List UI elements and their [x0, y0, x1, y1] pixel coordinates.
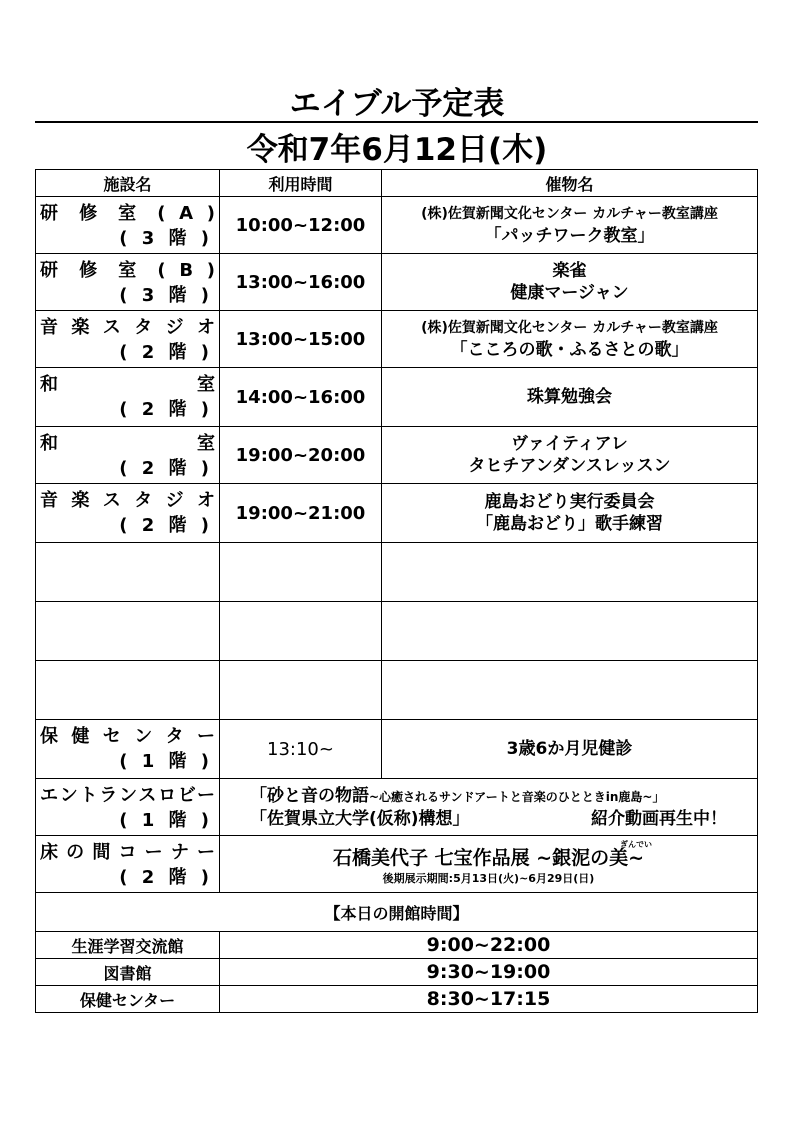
- empty-cell: [382, 661, 758, 720]
- hours-time: 9:30~19:00: [220, 959, 758, 986]
- empty-cell: [382, 543, 758, 602]
- facility-floor: ( 2 階 ): [119, 399, 213, 420]
- entrance-project: 「佐賀県立大学(仮称)構想」: [250, 808, 470, 829]
- empty-row: [36, 602, 758, 661]
- facility-floor: ( 1 階 ): [119, 751, 213, 772]
- hours-facility: 保健センター: [36, 986, 220, 1013]
- schedule-date: 令和7年6月12日(木): [246, 132, 548, 168]
- hours-row: [36, 986, 758, 1013]
- title-divider: [35, 121, 758, 123]
- facility-floor: ( 2 階 ): [119, 342, 213, 363]
- facility-cell: [36, 779, 220, 836]
- entrance-title: 「砂と音の物語: [250, 785, 369, 806]
- hours-row: [36, 932, 758, 959]
- time-cell: 10:00~12:00: [220, 197, 382, 254]
- event-cell: [382, 254, 758, 311]
- table-row: [36, 368, 758, 427]
- facility-cell: [36, 484, 220, 543]
- header-time: 利用時間: [220, 170, 382, 197]
- entrance-line-2: [250, 808, 757, 830]
- facility-floor: ( 2 階 ): [119, 458, 213, 479]
- empty-cell: [36, 602, 220, 661]
- event-line-1: 3歳6か月児健診: [506, 739, 633, 759]
- event-line-2: タヒチアンダンスレッスン: [468, 456, 671, 476]
- table-row: [36, 427, 758, 484]
- empty-cell: [36, 661, 220, 720]
- facility-cell: [36, 254, 220, 311]
- table-row: [36, 311, 758, 368]
- event-line-2: 「鹿島おどり」歌手練習: [476, 514, 663, 534]
- event-cell: [382, 311, 758, 368]
- empty-row: [36, 661, 758, 720]
- gallery-event-cell: [220, 836, 758, 893]
- event-cell: [382, 720, 758, 779]
- facility-cell: [36, 427, 220, 484]
- empty-cell: [36, 543, 220, 602]
- header-row: [36, 170, 758, 197]
- facility-name: 保 健 セ ン タ ー: [40, 726, 215, 747]
- facility-cell: [36, 720, 220, 779]
- header-event: 催物名: [382, 170, 758, 197]
- facility-cell: [36, 836, 220, 893]
- facility-floor: ( 3 階 ): [119, 228, 213, 249]
- exhibition-period: 後期展示期間:5月13日(火)~6月29日(日): [382, 871, 595, 885]
- event-line-1: 珠算勉強会: [527, 387, 612, 407]
- hours-time: 8:30~17:15: [220, 986, 758, 1013]
- facility-floor: ( 2 階 ): [119, 867, 213, 888]
- table-row: [36, 254, 758, 311]
- time-cell: 14:00~16:00: [220, 368, 382, 427]
- facility-cell: [36, 311, 220, 368]
- event-line-1: 楽雀: [552, 261, 587, 281]
- time-cell: 13:00~16:00: [220, 254, 382, 311]
- time-cell: 19:00~21:00: [220, 484, 382, 543]
- page-title: エイブル予定表: [289, 86, 505, 122]
- facility-name: エントランスロビー: [40, 785, 215, 806]
- gallery-row: [36, 836, 758, 893]
- table-row: [36, 484, 758, 543]
- event-line-2: 健康マージャン: [510, 283, 629, 303]
- facility-name: 床 の 間 コ ー ナ ー: [40, 842, 215, 863]
- hours-facility: 図書館: [36, 959, 220, 986]
- empty-row: [36, 543, 758, 602]
- facility-name: 研 修 室 ( B ): [40, 260, 215, 281]
- hours-facility: 生涯学習交流館: [36, 932, 220, 959]
- facility-name: 和 室: [40, 433, 215, 454]
- event-cell: [382, 197, 758, 254]
- event-cell: [382, 427, 758, 484]
- facility-name: 音 楽 ス タ ジ オ: [40, 490, 215, 511]
- health-row: [36, 720, 758, 779]
- hours-heading-row: [36, 893, 758, 932]
- entrance-event-cell: [220, 779, 758, 836]
- event-line-2: 「パッチワーク教室」: [484, 226, 655, 246]
- entrance-subtitle: ~心癒されるサンドアートと音楽のひとときin鹿島~」: [369, 789, 665, 804]
- event-line-1: (株)佐賀新聞文化センター カルチャー教室講座: [421, 206, 718, 222]
- facility-floor: ( 3 階 ): [119, 285, 213, 306]
- event-line-1: (株)佐賀新聞文化センター カルチャー教室講座: [421, 320, 718, 336]
- schedule-table: [35, 169, 758, 1013]
- hours-time: 9:00~22:00: [220, 932, 758, 959]
- furigana: ぎんでい: [620, 840, 652, 849]
- header-facility: 施設名: [36, 170, 220, 197]
- empty-cell: [220, 661, 382, 720]
- hours-heading: 【本日の開館時間】: [36, 893, 758, 932]
- empty-cell: [220, 543, 382, 602]
- table-row: [36, 197, 758, 254]
- event-cell: [382, 484, 758, 543]
- facility-name: 音 楽 ス タ ジ オ: [40, 317, 215, 338]
- entrance-line-1: [250, 785, 757, 808]
- empty-cell: [382, 602, 758, 661]
- facility-floor: ( 2 階 ): [119, 515, 213, 536]
- time-cell: 19:00~20:00: [220, 427, 382, 484]
- facility-name: 和 室: [40, 374, 215, 395]
- empty-cell: [220, 602, 382, 661]
- event-line-2: 「こころの歌・ふるさとの歌」: [450, 340, 689, 360]
- facility-cell: [36, 197, 220, 254]
- facility-cell: [36, 368, 220, 427]
- time-cell: 13:10~: [220, 720, 382, 779]
- facility-name: 研 修 室 ( A ): [40, 203, 215, 224]
- hours-row: [36, 959, 758, 986]
- facility-floor: ( 1 階 ): [119, 810, 213, 831]
- event-line-1: 鹿島おどり実行委員会: [484, 492, 655, 512]
- event-cell: [382, 368, 758, 427]
- time-cell: 13:00~15:00: [220, 311, 382, 368]
- exhibition-title: 石橋美代子 七宝作品展 ~銀泥の美~: [332, 846, 645, 869]
- entrance-video-notice: 紹介動画再生中！: [591, 808, 727, 829]
- event-line-1: ヴァイティアレ: [511, 434, 628, 454]
- entrance-row: [36, 779, 758, 836]
